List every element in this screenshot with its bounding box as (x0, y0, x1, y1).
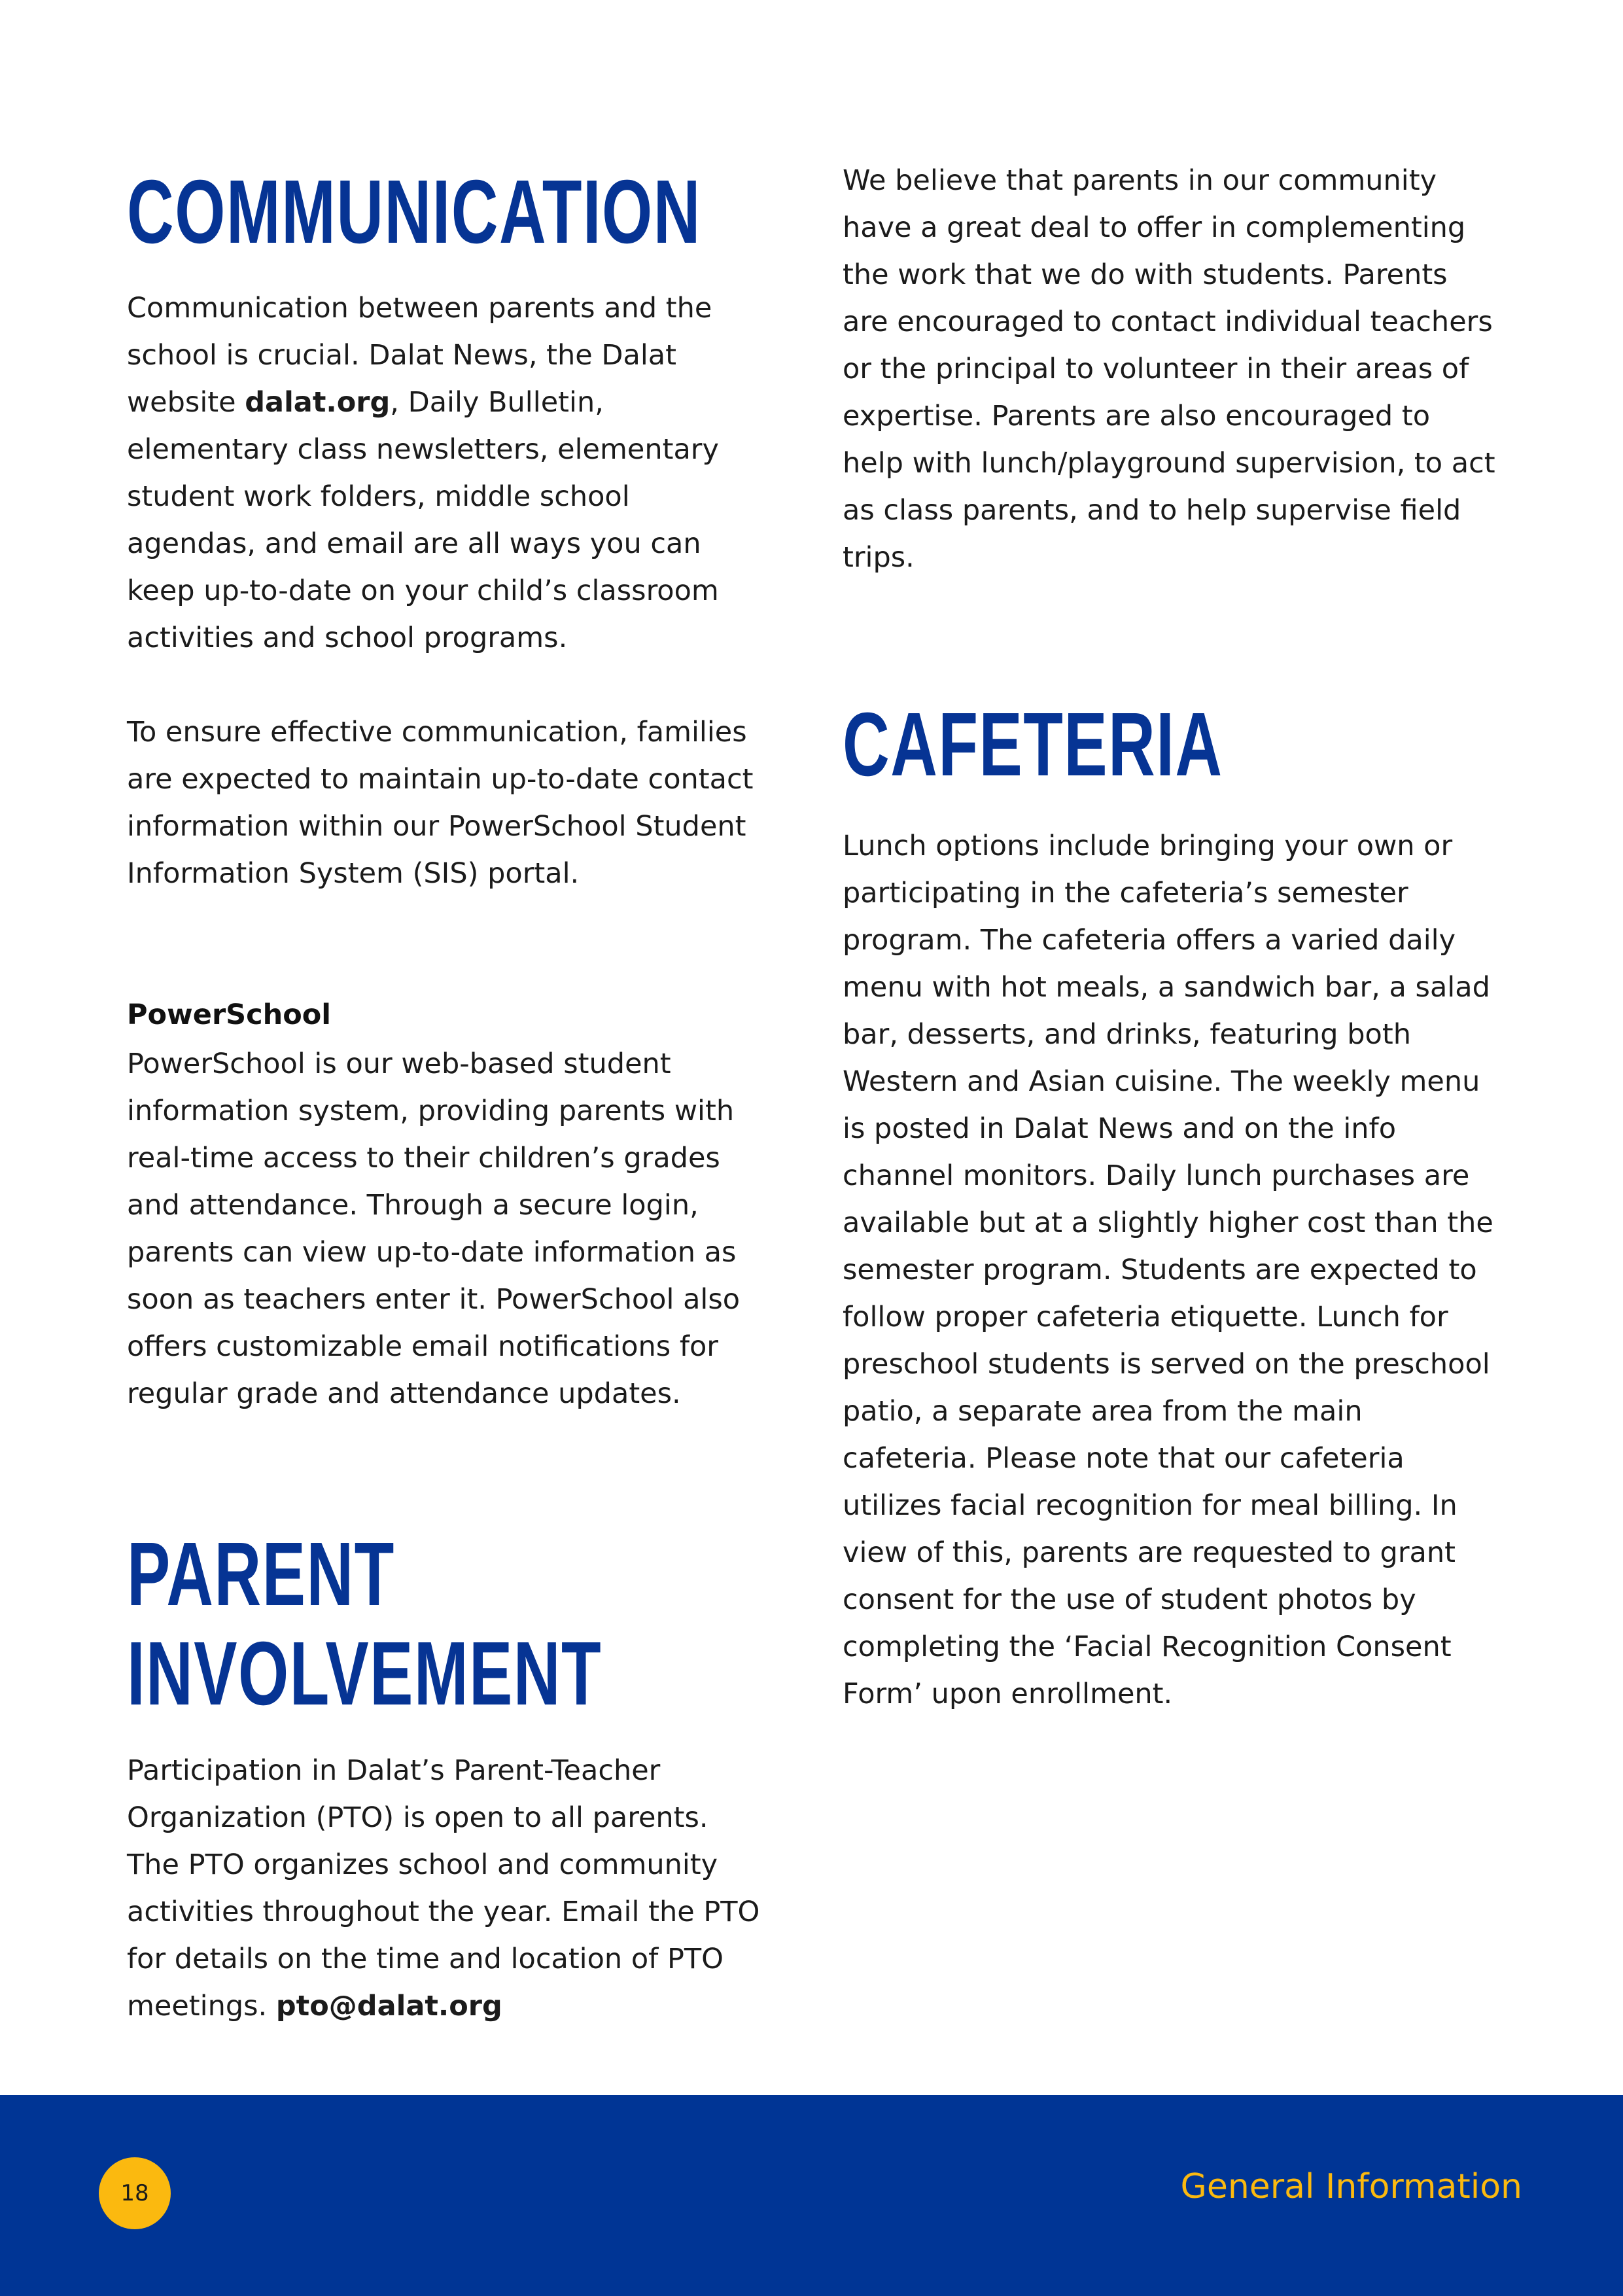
cafeteria-paragraph: Lunch options include bringing your own or participating in the cafeteria’s semester program. The cafeteria offers a varied daily menu with hot meals, a sandwich bar, a salad bar, desserts, and drinks, featuring both Western and Asian cuisine. The weekly menu is posted in Dalat News and on the info channel monitors. Daily lunch purchases are available but at a slightly higher cost than the semester program. Students are expected to follow proper cafeteria etiquette. Lunch for preschool students is served on the preschool patio, a separate area from the main cafeteria. Please note that our cafeteria utilizes facial recognition for meal billing. In view of this, parents are requested to grant consent for the use of student photos by completing the ‘Facial Recognition Consent Form’ upon enrollment. (843, 830, 1493, 1710)
communication-paragraph-1-text-before: Communication between parents and the school is crucial. Dalat News, the Dalat website (127, 292, 712, 419)
parent-involvement-heading-line-2: INVOLVEMENT (127, 1623, 602, 1724)
pto-paragraph-text: Participation in Dalat’s Parent-Teacher Organization (PTO) is open to all parents. The PTO organizes school and community activities throughout the year. Email the PTO for details on the time and location of PTO meetings. (127, 1754, 760, 2022)
powerschool-subheading: PowerSchool (127, 998, 332, 1031)
parent-involvement-paragraph-2: We believe that parents in our community have a great deal to offer in complementing the work that we do with students. Parents are encouraged to contact individual teachers or the principal to volunteer in their areas of expertise. Parents are also encouraged to help with lunch/playground supervision, to act as class parents, and to help supervise field trips. (843, 164, 1495, 574)
parent-involvement-paragraph-1 (127, 1747, 761, 2030)
powerschool-paragraph: PowerSchool is our web-based student information system, providing parents with real-time access to their children’s grades and attendance. Through a secure login, parents can view up-to-date information as soon as teachers enter it. PowerSchool also offers customizable email notifications for regular grade and attendance updates. (127, 1048, 741, 1410)
page-number-badge: 18 (99, 2157, 171, 2229)
footer-section-label: General Information (1180, 2167, 1522, 2206)
communication-paragraph-1 (127, 285, 761, 662)
cafeteria-heading: CAFETERIA (843, 694, 1223, 795)
communication-heading: COMMUNICATION (127, 162, 701, 262)
communication-paragraph-2: To ensure effective communication, families are expected to maintain up-to-date contact information within our PowerSchool Student Information System (SIS) portal. (127, 716, 754, 890)
dalat-website-link[interactable]: dalat.org (245, 386, 391, 419)
communication-paragraph-1-text-after: , Daily Bulletin, elementary class newsletters, elementary student work folders, middle school agendas, and email are all ways you can keep up-to-date on your child’s classroom activities and school programs. (127, 386, 719, 654)
parent-involvement-heading-line-1: PARENT (127, 1524, 395, 1625)
pto-email-link[interactable]: pto@dalat.org (275, 1990, 502, 2022)
